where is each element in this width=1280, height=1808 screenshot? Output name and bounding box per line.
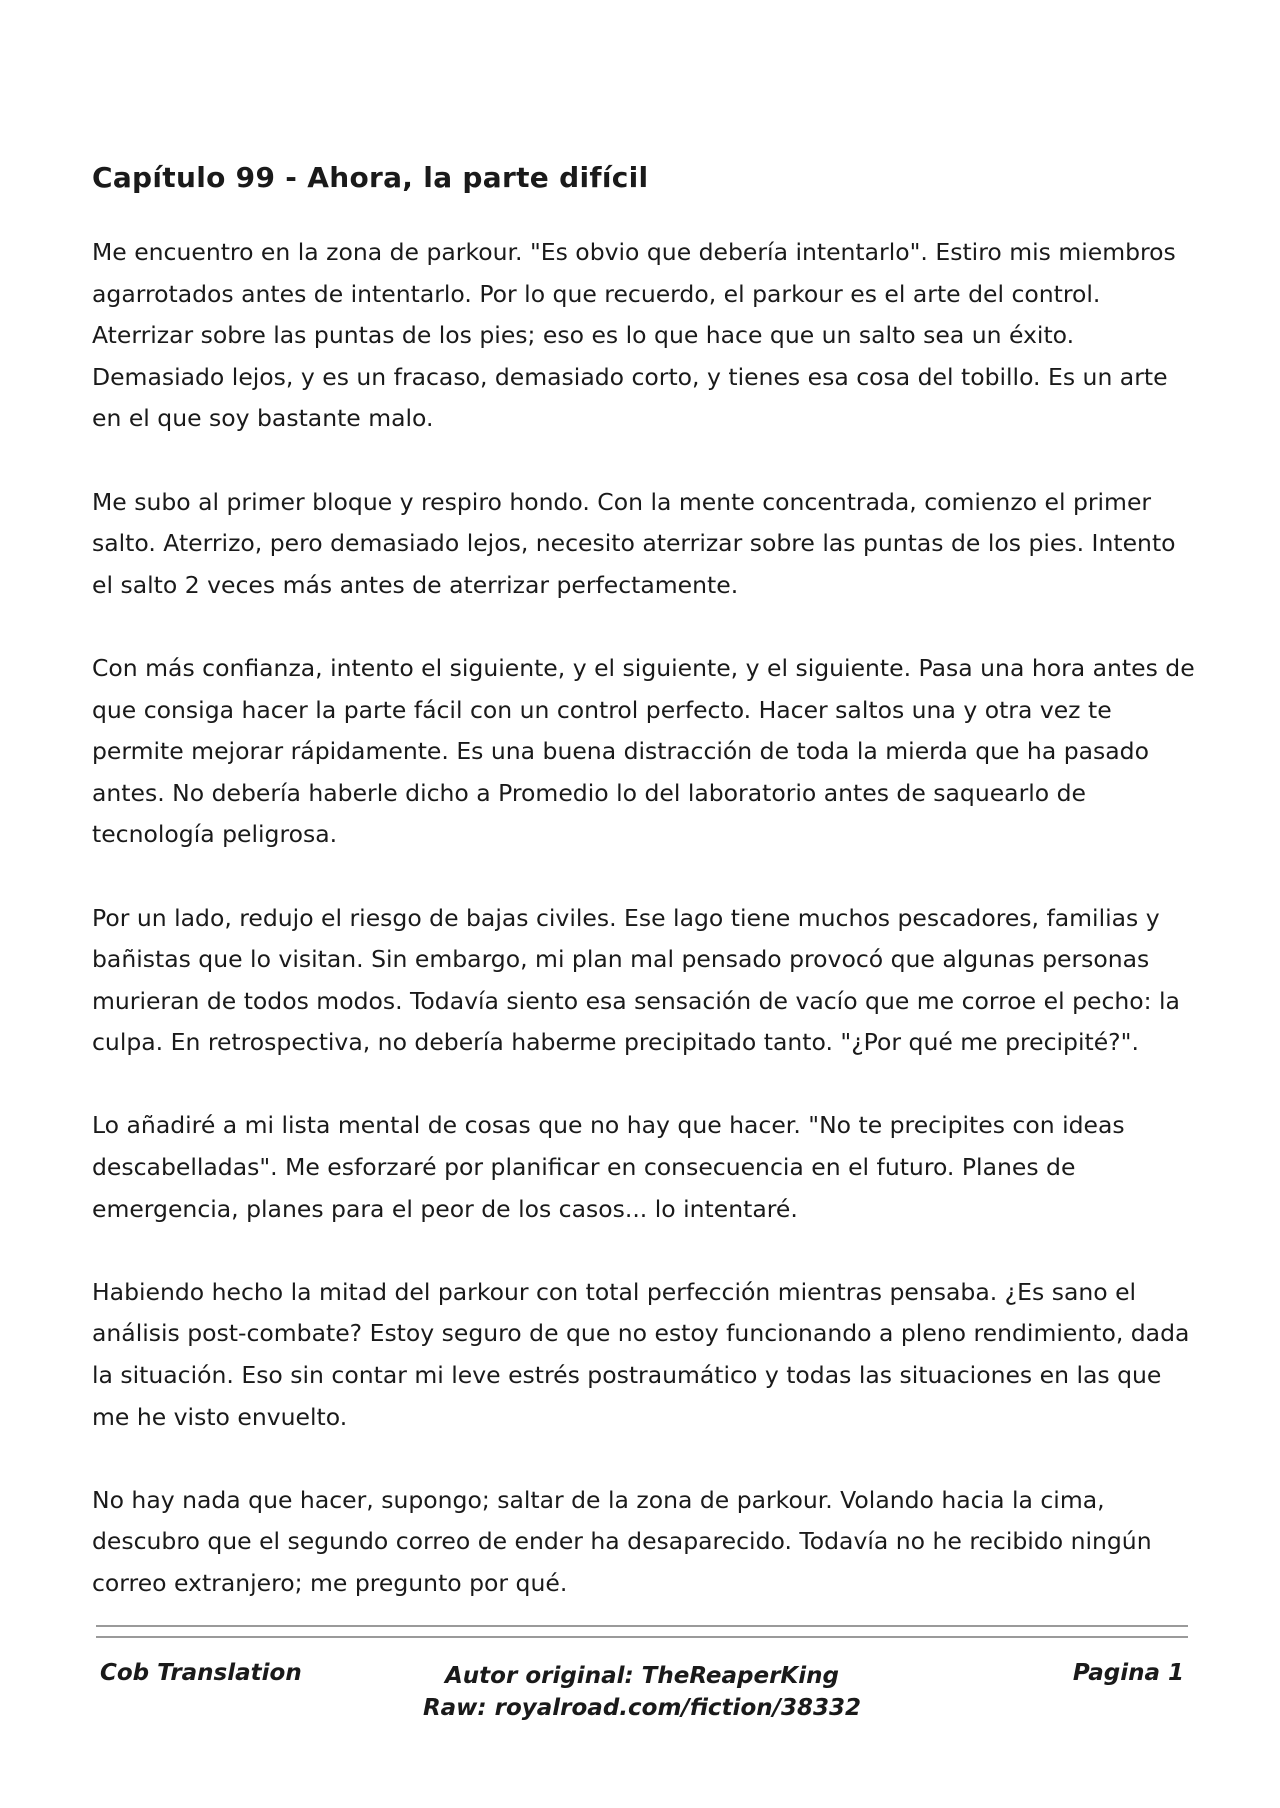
footer-translator: Cob Translation [100, 1660, 302, 1686]
footer-page-number: Pagina 1 [1072, 1660, 1184, 1686]
paragraph-5: Lo añadiré a mi lista mental de cosas que no hay que hacer. "No te precipites con ideas descabelladas". Me esforzaré por planificar en consecuencia en el futuro. Planes de emergencia, planes para el peor de los casos... lo intentaré. [92, 1111, 1125, 1223]
footer-divider-top [96, 1625, 1188, 1627]
footer-author: Autor original: TheReaperKing [445, 1663, 839, 1689]
paragraph-4: Por un lado, redujo el riesgo de bajas civiles. Ese lago tiene muchos pescadores, familias y bañistas que lo visitan. Sin embargo, mi plan mal pensado provocó que algunas personas murieran de todos modos. Todavía siento esa sensación de vacío que me corroe el pecho: la culpa. En retrospectiva, no debería haberme precipitado tanto. "¿Por qué me precipité?". [92, 903, 1180, 1057]
footer-divider-bottom [96, 1636, 1188, 1638]
footer-credits [96, 1660, 1188, 1724]
paragraph-1: Me encuentro en la zona de parkour. "Es obvio que debería intentarlo". Estiro mis miembros agarrotados antes de intentarlo. Por lo que recuerdo, el parkour es el arte del control. Aterrizar sobre las puntas de los pies; eso es lo que hace que un salto sea un éxito. Demasiado lejos, y es un fracaso, demasiado corto, y tienes esa cosa del tobillo. Es un arte en el que soy bastante malo. [92, 238, 1176, 433]
footer-raw-source: Raw: royalroad.com/fiction/38332 [422, 1695, 862, 1721]
paragraph-3: Con más confianza, intento el siguiente, y el siguiente, y el siguiente. Pasa una hora antes de que consiga hacer la parte fácil con un control perfecto. Hacer saltos una y otra vez te permite mejorar rápidamente. Es una buena distracción de toda la mierda que ha pasado antes. No debería haberle dicho a Promedio lo del laboratorio antes de saquearlo de tecnología peligrosa. [92, 653, 1195, 849]
paragraph-6: Habiendo hecho la mitad del parkour con total perfección mientras pensaba. ¿Es sano el análisis post-combate? Estoy seguro de que no estoy funcionando a pleno rendimiento, dada la situación. Eso sin contar mi leve estrés postraumático y todas las situaciones en las que me he visto envuelto. [92, 1277, 1190, 1431]
chapter-title: Capítulo 99 - Ahora, la parte difícil [92, 161, 649, 194]
page-footer [96, 1660, 1188, 1740]
paragraph-2: Me subo al primer bloque y respiro hondo. Con la mente concentrada, comienzo el primer salto. Aterrizo, pero demasiado lejos, necesito aterrizar sobre las puntas de los pies. Intento el salto 2 veces más antes de aterrizar perfectamente. [92, 487, 1176, 599]
paragraph-7: No hay nada que hacer, supongo; saltar de la zona de parkour. Volando hacia la cima, descubro que el segundo correo de ender ha desaparecido. Todavía no he recibido ningún correo extranjero; me pregunto por qué. [92, 1485, 1152, 1597]
page-content [92, 158, 1202, 1646]
